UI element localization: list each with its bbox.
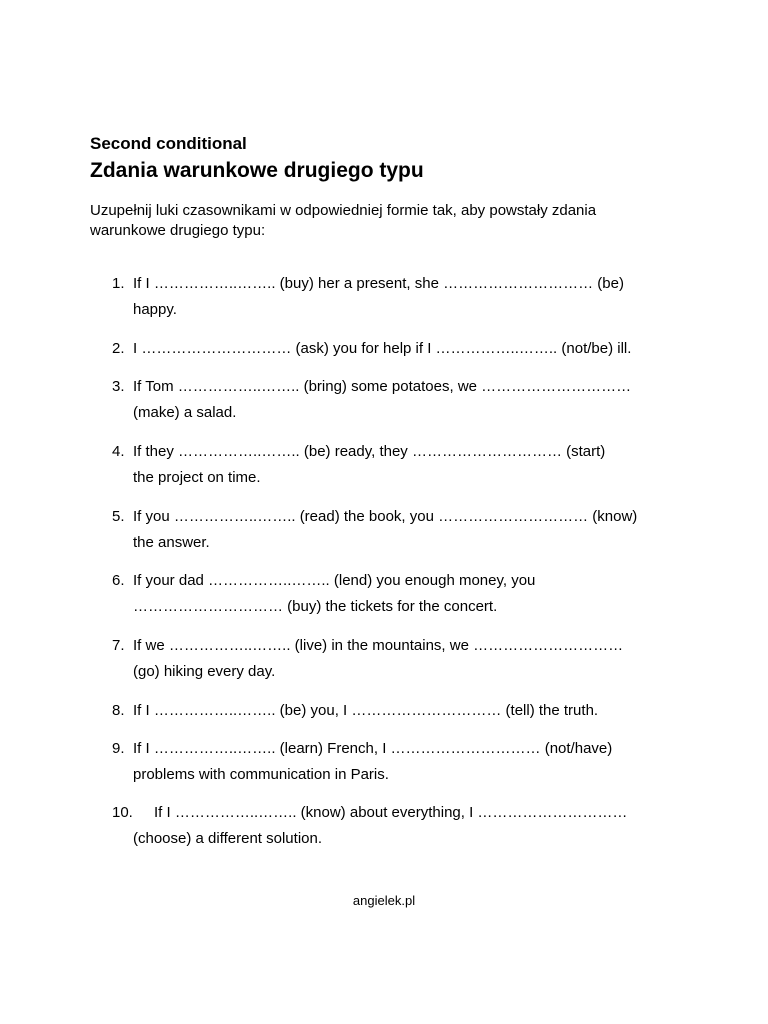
exercise-number: 1. <box>112 275 125 292</box>
exercise-line-1: If we ……………..…….. (live) in the mountains, we ………………………… <box>133 637 624 654</box>
exercise-line-1: If they ……………..…….. (be) ready, they ………………………… (start) <box>133 443 606 460</box>
exercise-line-1: If I ……………..…….. (buy) her a present, she ………………………… (be) <box>133 275 624 292</box>
exercise-line-2: the answer. <box>133 534 210 551</box>
exercise-number: 8. <box>112 702 125 719</box>
exercise-line-2: the project on time. <box>133 469 261 486</box>
exercise-line-2: ………………………… (buy) the tickets for the concert. <box>133 598 498 615</box>
instruction-line-1: Uzupełnij luki czasownikami w odpowiedniej formie tak, aby powstały zdania <box>90 202 597 219</box>
instruction-text <box>90 201 690 241</box>
exercise-number: 6. <box>112 572 125 589</box>
exercise-line-1: If I ……………..…….. (be) you, I ………………………… (tell) the truth. <box>133 702 599 719</box>
worksheet-title: Zdania warunkowe drugiego typu <box>90 159 424 182</box>
exercise-number: 9. <box>112 740 125 757</box>
exercise-number: 4. <box>112 443 125 460</box>
instruction-line-2: warunkowe drugiego typu: <box>90 222 266 239</box>
exercise-number: 5. <box>112 508 125 525</box>
exercise-number: 7. <box>112 637 125 654</box>
exercise-number: 2. <box>112 340 125 357</box>
footer <box>0 892 768 910</box>
exercise-line-1: If you ……………..…….. (read) the book, you ………………………… (know) <box>133 508 638 525</box>
exercise-line-1: If Tom ……………..…….. (bring) some potatoes, we ………………………… <box>133 378 632 395</box>
exercise-line-1: I ………………………… (ask) you for help if I ……………..…….. (not/be) ill. <box>133 340 632 357</box>
footer-site-link: angielek.pl <box>352 893 416 908</box>
exercise-line-1: If your dad ……………..…….. (lend) you enough money, you <box>133 572 536 589</box>
exercise-line-2: (choose) a different solution. <box>133 830 323 847</box>
worksheet-subtitle: Second conditional <box>90 134 247 153</box>
exercise-line-2: problems with communication in Paris. <box>133 766 389 783</box>
exercise-number: 10. <box>112 804 133 821</box>
exercise-line-2: (make) a salad. <box>133 404 237 421</box>
exercise-line-2: (go) hiking every day. <box>133 663 276 680</box>
exercise-line-2: happy. <box>133 301 177 318</box>
exercise-line-1: If I ……………..…….. (know) about everything, I ………………………… <box>154 804 628 821</box>
exercise-number: 3. <box>112 378 125 395</box>
exercise-line-1: If I ……………..…….. (learn) French, I ………………………… (not/have) <box>133 740 613 757</box>
